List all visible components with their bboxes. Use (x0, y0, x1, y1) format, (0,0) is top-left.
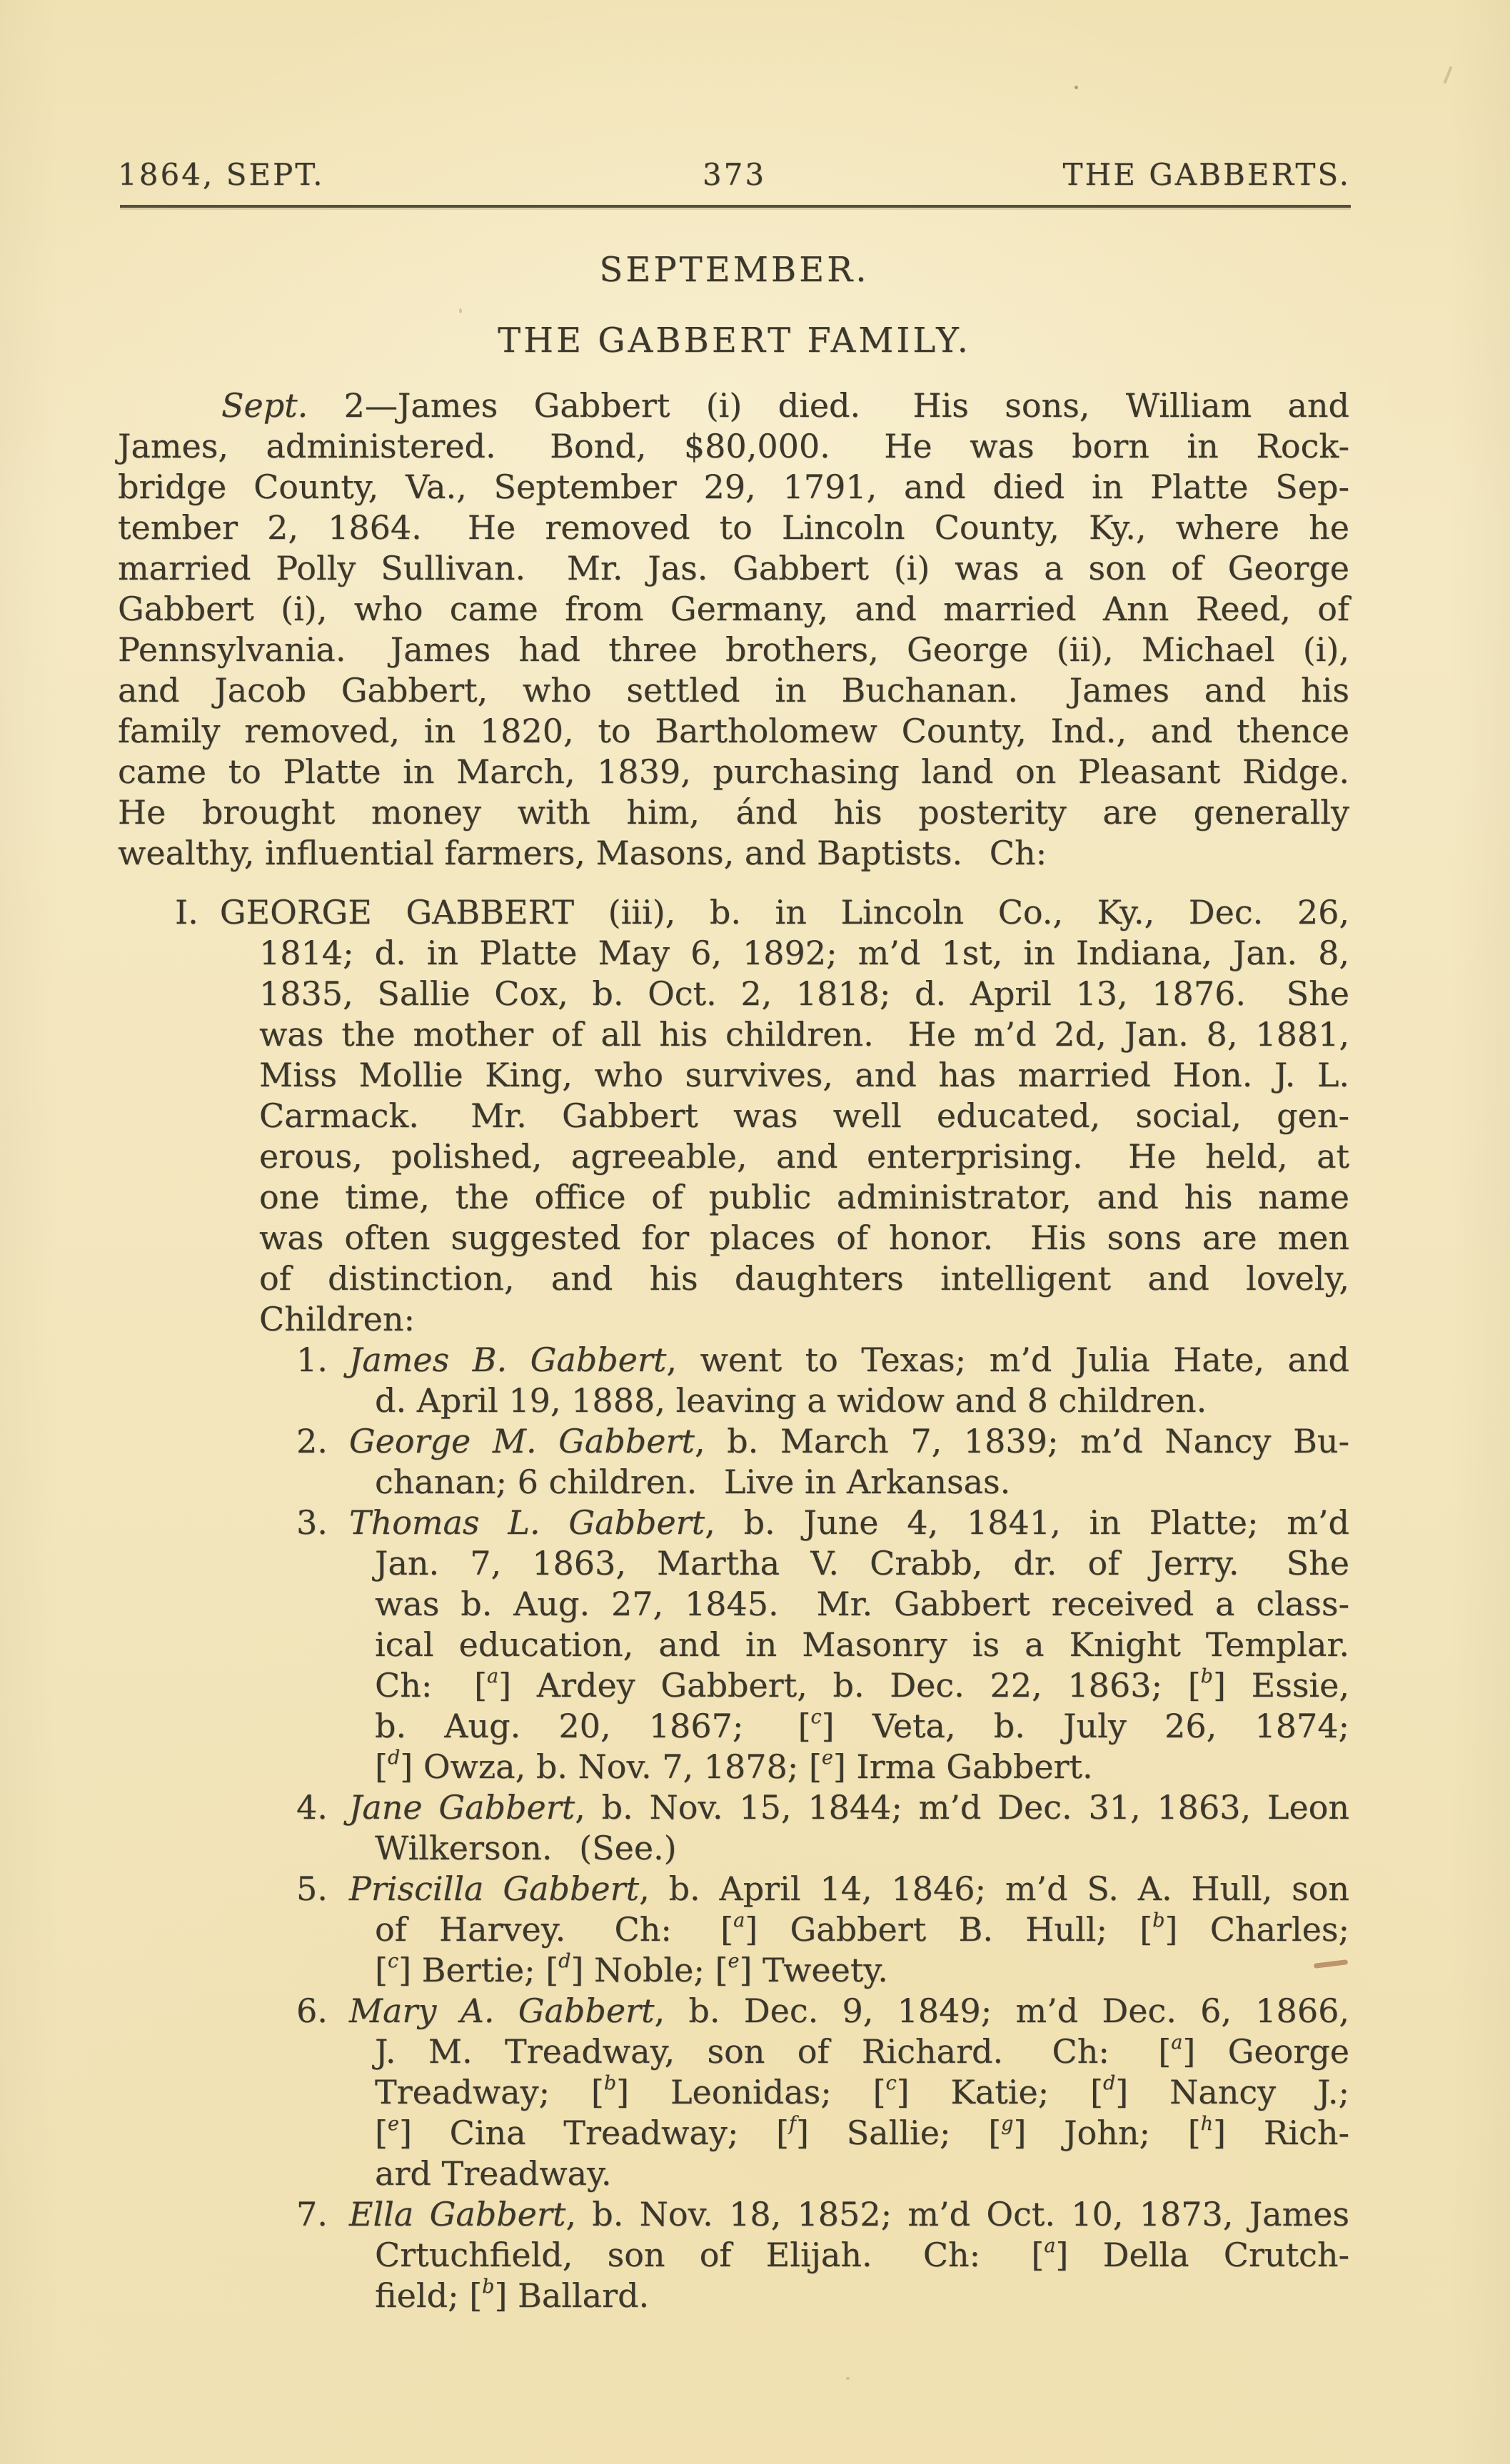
text-line: family removed, in 1820, to Bartholomew County, Ind., and thence (118, 712, 1349, 750)
item-marker: 1. (296, 1340, 328, 1379)
text-line: Sept. 2—James Gabbert (i) died. His sons, William and (221, 386, 1349, 425)
text-line: of Harvey. Ch: [$^a$] Gabbert B. Hull; [$^b$] Charles; (375, 1909, 1349, 1949)
text-line: wealthy, influential farmers, Masons, and Baptists. Ch: (118, 834, 1047, 872)
text-line: Pennsylvania. James had three brothers, George (ii), Michael (i), (118, 630, 1349, 669)
ink-speck (459, 308, 462, 313)
child-letter-superscript: c (810, 1706, 822, 1728)
ink-speck (1443, 66, 1452, 84)
item-marker: 5. (296, 1869, 328, 1908)
child-letter-superscript: b (603, 2072, 617, 2094)
child-letter-superscript: d (558, 1950, 571, 1972)
item-marker: 6. (296, 1991, 328, 2030)
intro-paragraph (118, 385, 1349, 874)
text-line: was b. Aug. 27, 1845. Mr. Gabbert received a class- (375, 1585, 1349, 1623)
text-line: 5. Priscilla Gabbert, b. April 14, 1846; m’d S. A. Hull, son (296, 1869, 1350, 1908)
text-line: chanan; 6 children. Live in Arkansas. (375, 1463, 1011, 1501)
genealogy-text (118, 385, 1349, 2316)
child-item (118, 1503, 1349, 1787)
text-line: b. Aug. 20, 1867; [$^c$] Veta, b. July 26, 1874; (375, 1706, 1349, 1745)
text-line: J. M. Treadway, son of Richard. Ch: [$^a$] George (375, 2031, 1349, 2071)
text-line: field; [$^b$] Ballard. (375, 2276, 650, 2315)
text-line: was the mother of all his children. He m’d 2d, Jan. 8, 1881, (259, 1015, 1349, 1054)
child-item (118, 1421, 1349, 1503)
text-line: 6. Mary A. Gabbert, b. Dec. 9, 1849; m’d Dec. 6, 1866, (296, 1991, 1349, 2030)
person-name: Ella Gabbert (348, 2195, 566, 2233)
person-name: Sept. (221, 386, 308, 425)
text-line: 7. Ella Gabbert, b. Nov. 18, 1852; m’d Oct. 10, 1873, James (296, 2195, 1350, 2233)
text-line: one time, the office of public administrator, and his name (259, 1178, 1349, 1216)
text-line: Treadway; [$^b$] Leonidas; [$^c$] Katie; [$^d$] Nancy J.; (375, 2072, 1349, 2111)
month-heading: SEPTEMBER. (599, 250, 870, 290)
text-line: Children: (259, 1300, 416, 1338)
text-line: bridge County, Va., September 29, 1791, and died in Platte Sep- (118, 468, 1349, 506)
text-line: erous, polished, agreeable, and enterprising. He held, at (259, 1137, 1349, 1176)
ink-speck (1074, 86, 1078, 89)
header-family-title: THE GABBERTS. (1062, 157, 1351, 192)
text-line: Gabbert (i), who came from Germany, and married Ann Reed, of (118, 590, 1349, 628)
child-letter-superscript: f (789, 2113, 796, 2135)
family-heading: THE GABBERT FAMILY. (498, 320, 971, 360)
text-line: ical education, and in Masonry is a Knight Templar. (375, 1625, 1349, 1664)
text-line: was often suggested for places of honor. His sons are men (259, 1218, 1349, 1257)
child-letter-superscript: a (487, 1665, 499, 1687)
child-item (118, 1991, 1349, 2194)
child-letter-superscript: b (1152, 1909, 1165, 1932)
text-line: 1835, Sallie Cox, b. Oct. 2, 1818; d. April 13, 1876. She (259, 974, 1349, 1013)
person-name: James B. Gabbert (348, 1340, 667, 1379)
item-marker: 4. (296, 1788, 328, 1827)
child-letter-superscript: c (387, 1950, 399, 1972)
child-letter-superscript: a (733, 1909, 745, 1932)
child-letter-superscript: a (1171, 2031, 1183, 2054)
person-name: Thomas L. Gabbert (348, 1503, 705, 1542)
child-letter-superscript: d (387, 1747, 401, 1769)
child-item (118, 1340, 1349, 1421)
text-line: 2. George M. Gabbert, b. March 7, 1839; m’d Nancy Bu- (296, 1422, 1349, 1460)
text-line: Wilkerson. (See.) (375, 1829, 677, 1867)
text-line: of distinction, and his daughters intelligent and lovely, (259, 1259, 1349, 1298)
child-letter-superscript: e (821, 1747, 833, 1769)
ink-speck (846, 2377, 850, 2380)
header-rule (120, 205, 1351, 208)
text-line: Carmack. Mr. Gabbert was well educated, social, gen- (259, 1096, 1349, 1135)
child-letter-superscript: d (1103, 2072, 1116, 2094)
child-item (118, 1869, 1349, 1991)
text-line: [$^c$] Bertie; [$^d$] Noble; [$^e$] Tweety. (375, 1950, 888, 1989)
text-line: Jan. 7, 1863, Martha V. Crabb, dr. of Jerry. She (375, 1544, 1349, 1582)
text-line: 1814; d. in Platte May 6, 1892; m’d 1st, in Indiana, Jan. 8, (259, 934, 1349, 972)
page-number: 373 (702, 157, 767, 192)
text-line: and Jacob Gabbert, who settled in Buchanan. James and his (118, 671, 1349, 710)
text-line: [$^d$] Owza, b. Nov. 7, 1878; [$^e$] Irma Gabbert. (375, 1747, 1093, 1786)
item-marker: 3. (296, 1503, 328, 1542)
header-date: 1864, SEPT. (118, 157, 325, 192)
text-line: I. GEORGE GABBERT (iii), b. in Lincoln Co., Ky., Dec. 26, (175, 893, 1349, 931)
item-marker: 7. (296, 2195, 328, 2233)
text-line: tember 2, 1864. He removed to Lincoln County, Ky., where he (118, 508, 1349, 547)
child-item (118, 2194, 1349, 2316)
text-line: Crtuchfield, son of Elijah. Ch: [$^a$] Della Crutch- (375, 2235, 1349, 2274)
child-letter-superscript: a (1044, 2235, 1056, 2257)
child-letter-superscript: e (728, 1950, 740, 1972)
child-item (118, 1787, 1349, 1869)
text-line: d. April 19, 1888, leaving a widow and 8 children. (375, 1381, 1207, 1420)
text-line: ard Treadway. (375, 2154, 612, 2193)
text-line: 3. Thomas L. Gabbert, b. June 4, 1841, in Platte; m’d (296, 1503, 1350, 1542)
page-header (118, 157, 1351, 200)
text-line: Ch: [$^a$] Ardey Gabbert, b. Dec. 22, 1863; [$^b$] Essie, (375, 1665, 1349, 1705)
child-letter-superscript: b (482, 2276, 495, 2298)
child-letter-superscript: b (1200, 1665, 1213, 1687)
text-line: 1. James B. Gabbert, went to Texas; m’d Julia Hate, and (296, 1340, 1350, 1379)
person-name: Jane Gabbert (348, 1788, 575, 1827)
item-marker: 2. (296, 1422, 328, 1460)
text-line: came to Platte in March, 1839, purchasing land on Pleasant Ridge. (118, 752, 1349, 791)
child-letter-superscript: g (1001, 2113, 1014, 2135)
text-line: He brought money with him, ánd his posterity are generally (118, 793, 1349, 832)
text-line: [$^e$] Cina Treadway; [$^f$] Sallie; [$^g$] John; [$^h$] Rich- (375, 2113, 1349, 2152)
text-line: married Polly Sullivan. Mr. Jas. Gabbert (i) was a son of George (118, 549, 1349, 587)
child-letter-superscript: e (387, 2113, 399, 2135)
person-name: Mary A. Gabbert (348, 1991, 655, 2030)
entry-paragraph (118, 892, 1349, 1340)
text-line: Miss Mollie King, who survives, and has married Hon. J. L. (259, 1056, 1349, 1094)
person-name: Priscilla Gabbert (348, 1869, 640, 1908)
text-line: James, administered. Bond, $80,000. He was born in Rock- (118, 427, 1349, 465)
child-letter-superscript: c (885, 2072, 897, 2094)
person-name: George M. Gabbert (348, 1422, 695, 1460)
text-line: 4. Jane Gabbert, b. Nov. 15, 1844; m’d Dec. 31, 1863, Leon (296, 1788, 1349, 1827)
child-letter-superscript: h (1200, 2113, 1214, 2135)
item-marker: I. (175, 893, 198, 931)
